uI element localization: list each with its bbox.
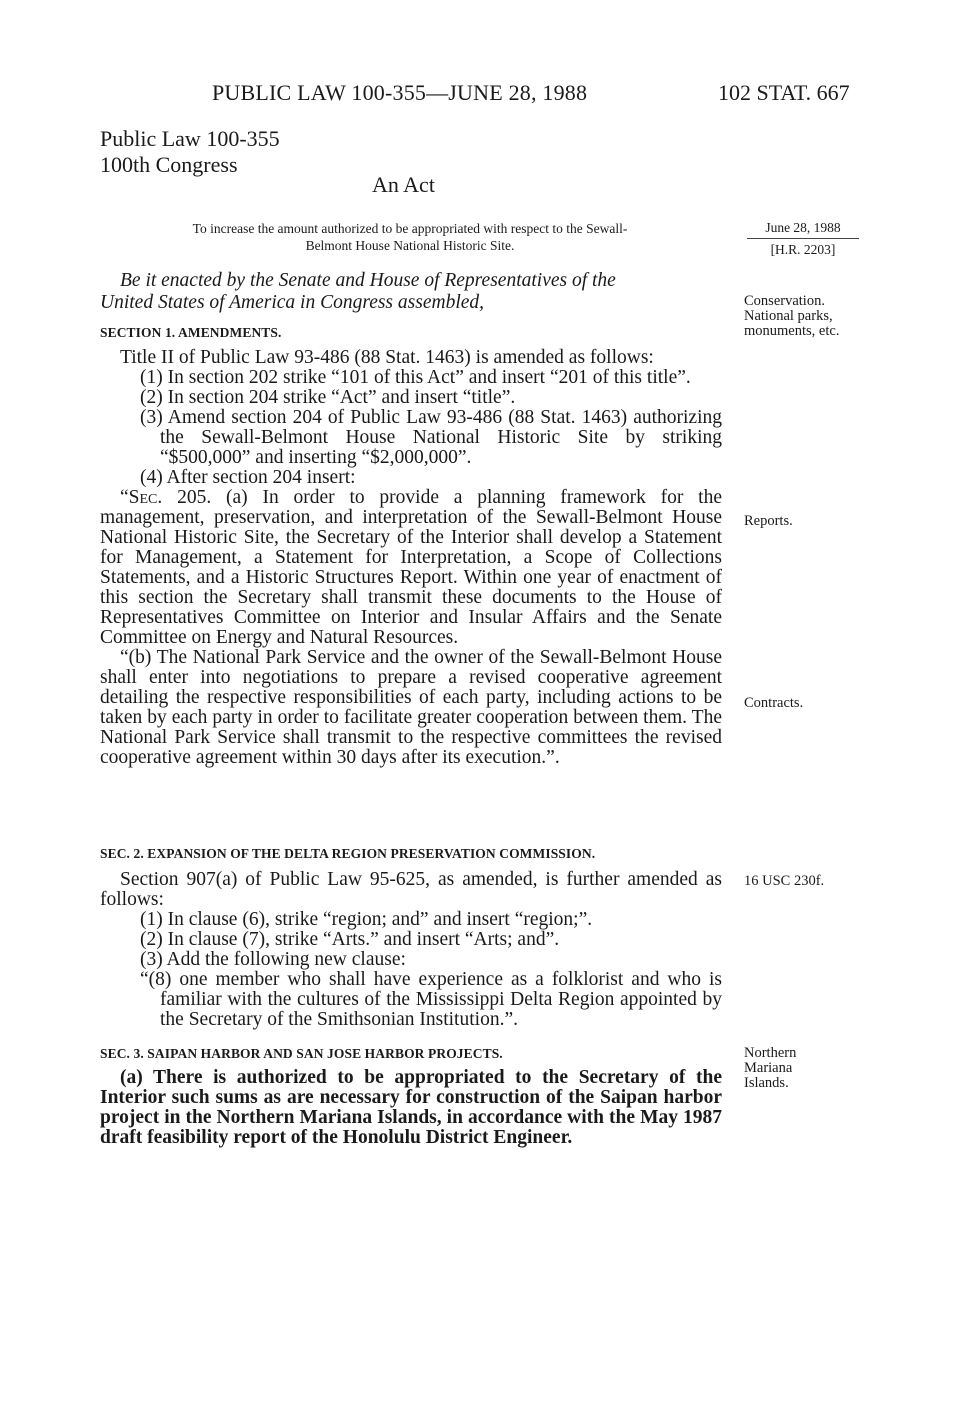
running-head: PUBLIC LAW 100-355—JUNE 28, 1988 xyxy=(212,80,588,105)
margin-note-contracts: Contracts. xyxy=(744,695,804,711)
bill-number: [H.R. 2203] xyxy=(770,242,836,257)
section-2-body xyxy=(100,870,722,1030)
section-205-b: “(b) The National Park Service and the owner of the Sewall-Belmont House shall enter into negotiations to prepare a revised cooperative agreement detailing the respective responsibilities of each party, including actions to be taken by each party in order to facilitate greater cooperation between them. The National Park Service shall transmit to the respective committees the revised cooperative agreement within 30 days after its execution.”. xyxy=(100,647,722,768)
section-1-item-3: (3) Amend section 204 of Public Law 93-486 (88 Stat. 1463) authorizing the Sewall-Belmont House National Historic Site by striking “$500,000” and inserting “$2,000,000”. xyxy=(140,407,722,468)
margin-note-line: Mariana xyxy=(744,1060,793,1076)
section-1-item-4: (4) After section 204 insert: xyxy=(140,467,356,488)
section-1-heading: SECTION 1. AMENDMENTS. xyxy=(100,325,282,340)
section-2-clause-8: “(8) one member who shall have experience as a folklorist and who is familiar with the cultures of the Mississippi Delta Region appointed by the Secretary of the Smithsonian Institution.”. xyxy=(140,969,722,1030)
margin-note-line: Northern xyxy=(744,1045,797,1061)
section-2-item-1: (1) In clause (6), strike “region; and” and insert “region;”. xyxy=(140,909,593,930)
margin-note-conservation xyxy=(744,294,839,339)
act-title: An Act xyxy=(372,172,435,197)
purpose-line-2: Belmont House National Historic Site. xyxy=(305,238,515,253)
stat-page-number: 102 STAT. 667 xyxy=(718,80,850,105)
section-1-item-1: (1) In section 202 strike “101 of this Act” and insert “201 of this title”. xyxy=(140,367,691,388)
congress-number: 100th Congress xyxy=(100,152,238,177)
enactment-date: June 28, 1988 xyxy=(747,220,859,239)
section-2-item-3: (3) Add the following new clause: xyxy=(140,949,406,970)
margin-note-northern-mariana xyxy=(744,1046,796,1091)
margin-note-reports: Reports. xyxy=(744,513,793,529)
enacting-line-2: United States of America in Congress assembled, xyxy=(100,292,485,313)
margin-note-usc: 16 USC 230f. xyxy=(744,873,825,889)
section-1-body xyxy=(100,348,722,768)
section-3-heading: SEC. 3. SAIPAN HARBOR AND SAN JOSE HARBOR PROJECTS. xyxy=(100,1046,503,1061)
section-2-heading: SEC. 2. EXPANSION OF THE DELTA REGION PRESERVATION COMMISSION. xyxy=(100,846,596,861)
purpose-statement xyxy=(100,220,720,254)
margin-note-line: Conservation. xyxy=(744,293,825,309)
purpose-line-1: To increase the amount authorized to be appropriated with respect to the Sewall- xyxy=(192,221,628,236)
sec-label: “Sec. xyxy=(120,487,163,508)
margin-note-line: Islands. xyxy=(744,1075,789,1091)
section-2-item-2: (2) In clause (7), strike “Arts.” and insert “Arts; and”. xyxy=(140,929,560,950)
margin-note-line: National parks, xyxy=(744,308,833,324)
section-205-a xyxy=(80,488,722,648)
margin-note-line: monuments, etc. xyxy=(744,323,840,339)
section-3-para-a: (a) There is authorized to be appropriated to the Secretary of the Interior such sums as are necessary for construction of the Saipan harbor project in the Northern Mariana Islands, in accordance with the May 1987 draft feasibility report of the Honolulu District Engineer. xyxy=(100,1067,722,1148)
section-205-a-text: 205. (a) In order to provide a planning framework for the management, preservation, and interpretation of the Sewall-Belmont House National Historic Site, the Secretary of the Interior shall develop a Statement for Management, a Statement for Interpretation, a Scope of Collections Statements, and a Historic Structures Report. Within one year of enactment of this section the Secretary shall transmit these documents to the House of Representatives Committee on Interior and Insular Affairs and the Senate Committee on Energy and Natural Resources. xyxy=(100,487,722,648)
section-1-item-2: (2) In section 204 strike “Act” and insert “title”. xyxy=(140,387,516,408)
section-1-intro: Title II of Public Law 93-486 (88 Stat. 1463) is amended as follows: xyxy=(120,347,654,368)
enacting-clause xyxy=(100,270,725,314)
enacting-line-1: Be it enacted by the Senate and House of Representatives of the xyxy=(120,270,616,291)
public-law-number: Public Law 100-355 xyxy=(100,126,280,151)
section-3-body xyxy=(100,1068,722,1148)
section-2-intro: Section 907(a) of Public Law 95-625, as amended, is further amended as follows: xyxy=(100,869,722,910)
